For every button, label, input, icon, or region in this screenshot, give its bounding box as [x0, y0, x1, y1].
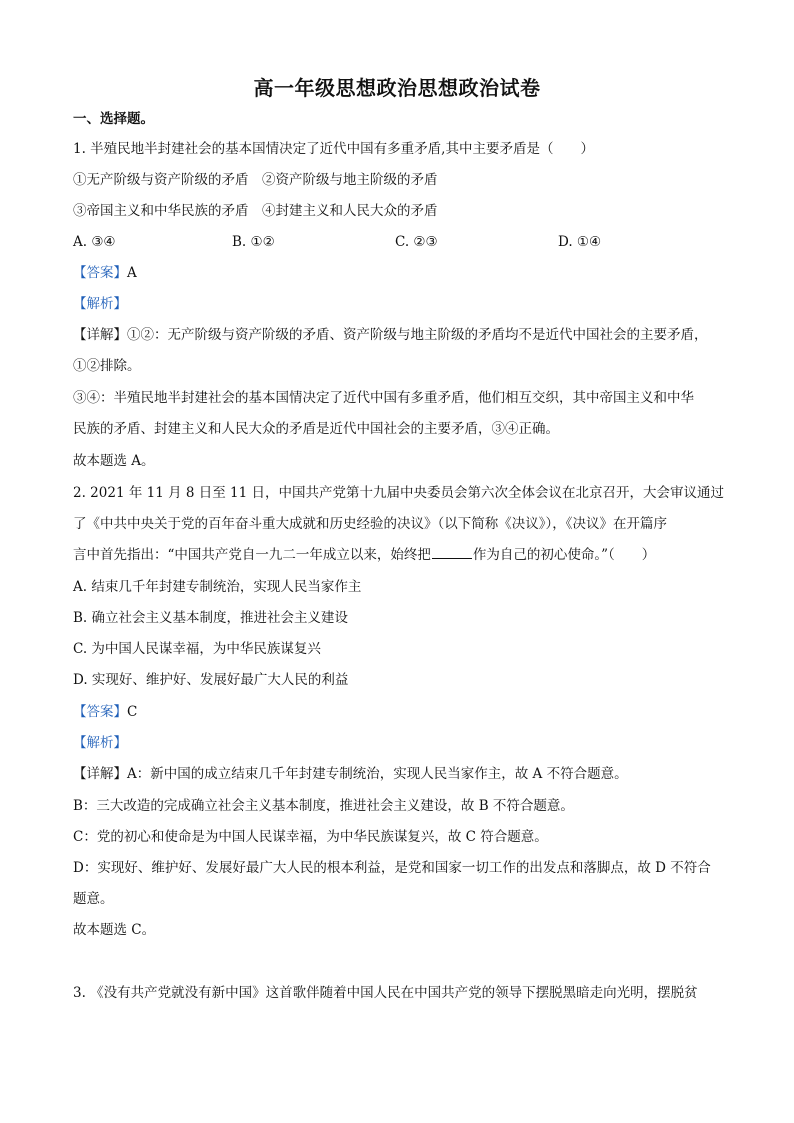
question-1-option-a: A. ③④	[73, 234, 116, 250]
answer-tag: 【答案】	[73, 265, 127, 281]
fill-blank	[432, 546, 472, 559]
stem-text-before-blank: 言中首先指出：“中国共产党自一九二一年成立以来，始终把	[73, 547, 431, 563]
detail-tag: 【详解】	[73, 766, 127, 782]
section-heading: 一、选择题。	[73, 111, 154, 127]
question-1-answer	[73, 264, 137, 282]
question-2-stem-3	[73, 546, 655, 564]
question-2-answer	[73, 703, 137, 721]
question-1-detail-1	[73, 326, 708, 344]
page-title: 高一年级思想政治思想政治试卷	[253, 76, 541, 100]
answer-value: C	[127, 704, 138, 720]
question-2-detail-4: D：实现好、维护好、发展好最广大人民的根本利益，是党和国家一切工作的出发点和落脚点，故 D 不符合	[73, 860, 711, 876]
question-1-option-d: D. ①④	[558, 234, 602, 250]
question-1-detail-2: ①②排除。	[73, 358, 141, 374]
detail-tag: 【详解】	[73, 327, 127, 343]
question-2-detail-2: B：三大改造的完成确立社会主义基本制度，推进社会主义建设，故 B 不符合题意。	[73, 798, 574, 814]
question-2-stem-2: 了《中共中央关于党的百年奋斗重大成就和历史经验的决议》（以下简称《决议》），《决议》在开篇序	[73, 516, 667, 532]
detail-text: A：新中国的成立结束几千年封建专制统治，实现人民当家作主，故 A 不符合题意。	[127, 766, 628, 782]
question-1-detail-3: ③④：半殖民地半封建社会的基本国情决定了近代中国有多重矛盾，他们相互交织，其中帝国主义和中华	[73, 390, 694, 406]
question-1-statements-2: ③帝国主义和中华民族的矛盾 ④封建主义和人民大众的矛盾	[73, 203, 438, 219]
question-1-option-b: B. ①②	[232, 234, 275, 250]
answer-value: A	[127, 265, 137, 281]
question-2-conclusion: 故本题选 C。	[73, 922, 156, 938]
question-2-option-d: D. 实现好、维护好、发展好最广大人民的利益	[73, 672, 349, 688]
question-2-option-c: C. 为中国人民谋幸福，为中华民族谋复兴	[73, 641, 321, 657]
question-1-option-c: C. ②③	[395, 234, 438, 250]
question-3-stem-1: 3. 《没有共产党就没有新中国》这首歌伴随着中国人民在中国共产党的领导下摆脱黑暗走向光明，摆脱贫	[73, 985, 698, 1001]
question-2-stem-1: 2. 2021 年 11 月 8 日至 11 日，中国共产党第十九届中央委员会第六次全体会议在北京召开，大会审议通过	[73, 485, 725, 501]
question-2-detail-1	[73, 765, 628, 783]
question-2-option-a: A. 结束几千年封建专制统治，实现人民当家作主	[73, 579, 362, 595]
stem-text-after-blank: 作为自己的初心使命。”（ ）	[472, 547, 656, 563]
question-2-option-b: B. 确立社会主义基本制度，推进社会主义建设	[73, 610, 349, 626]
detail-text: ①②：无产阶级与资产阶级的矛盾、资产阶级与地主阶级的矛盾均不是近代中国社会的主要矛盾，	[127, 327, 708, 343]
question-1-stem: 1. 半殖民地半封建社会的基本国情决定了近代中国有多重矛盾,其中主要矛盾是（ ）	[73, 141, 594, 157]
question-1-statements-1: ①无产阶级与资产阶级的矛盾 ②资产阶级与地主阶级的矛盾	[73, 172, 438, 188]
question-2-analysis-tag: 【解析】	[73, 735, 127, 751]
answer-tag: 【答案】	[73, 704, 127, 720]
question-2-detail-5: 题意。	[73, 891, 114, 907]
question-1-analysis-tag: 【解析】	[73, 296, 127, 312]
question-1-conclusion: 故本题选 A。	[73, 453, 155, 469]
question-2-detail-3: C：党的初心和使命是为中国人民谋幸福，为中华民族谋复兴，故 C 符合题意。	[73, 829, 548, 845]
question-1-detail-4: 民族的矛盾、封建主义和人民大众的矛盾是近代中国社会的主要矛盾，③④正确。	[73, 421, 559, 437]
